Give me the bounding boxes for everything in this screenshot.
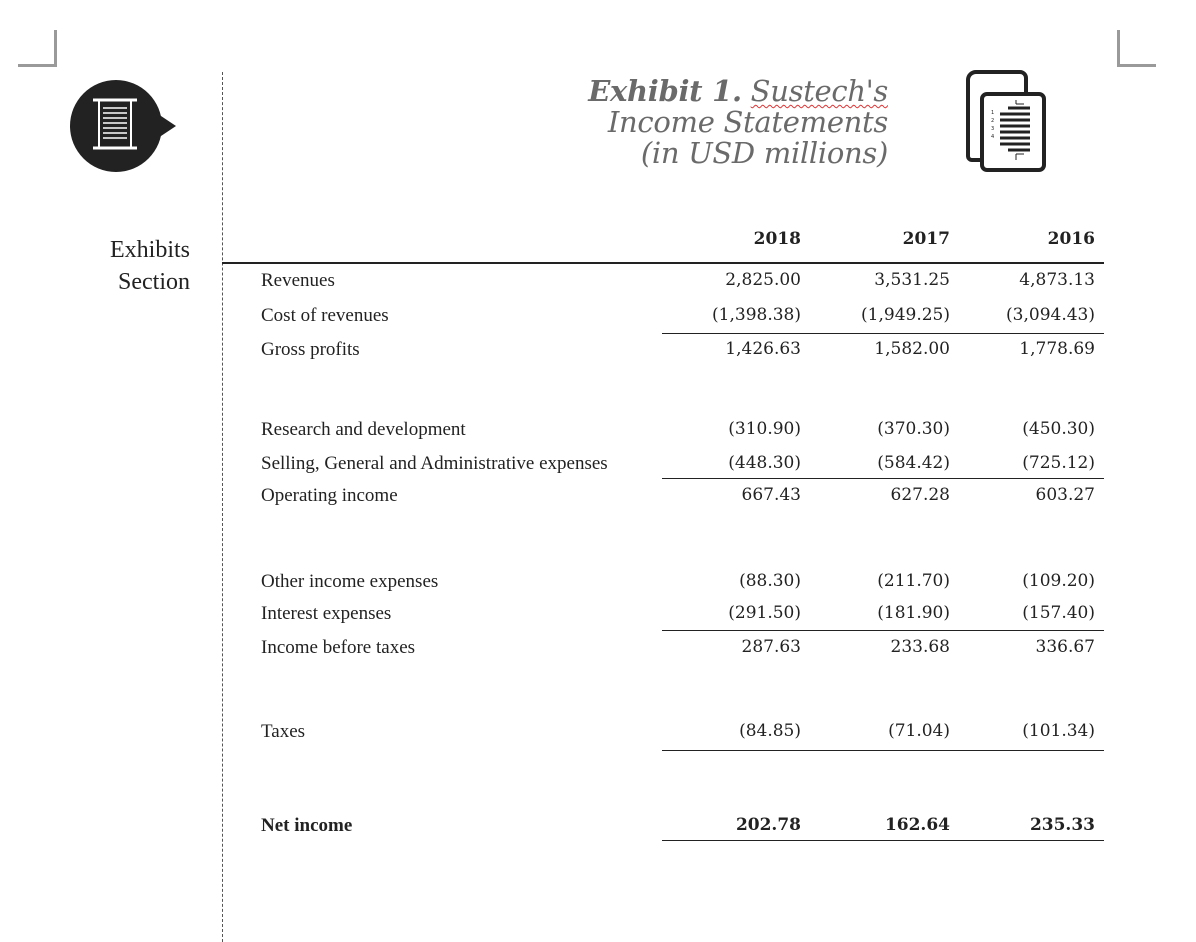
value-2016: 4,873.13 xyxy=(1019,270,1095,290)
value-2018: 202.78 xyxy=(735,815,801,835)
value-2018: (1,398.38) xyxy=(712,305,801,325)
value-2017: (71.04) xyxy=(888,721,950,741)
value-2017: 233.68 xyxy=(890,637,950,657)
value-2018: (291.50) xyxy=(728,603,801,623)
row-cost-of-revenues xyxy=(222,305,1104,329)
value-2016: (109.20) xyxy=(1022,571,1095,591)
value-2017: 162.64 xyxy=(884,815,950,835)
crop-mark-top-right xyxy=(1117,30,1156,67)
row-label: Revenues xyxy=(261,270,335,291)
value-2016: (3,094.43) xyxy=(1006,305,1095,325)
row-taxes xyxy=(222,721,1104,745)
value-2017: (211.70) xyxy=(877,571,950,591)
value-2018: 287.63 xyxy=(741,637,801,657)
total-rule xyxy=(662,840,1104,841)
exhibit-title-company[interactable]: Sustech's xyxy=(750,74,888,108)
value-2016: 1,778.69 xyxy=(1019,339,1095,359)
svg-text:1: 1 xyxy=(991,110,995,116)
subtotal-rule xyxy=(662,333,1104,334)
row-research-and-development xyxy=(222,419,1104,443)
row-label: Research and development xyxy=(261,419,466,440)
column-header-2017: 2017 xyxy=(902,229,950,249)
value-2018: (310.90) xyxy=(728,419,801,439)
value-2017: 627.28 xyxy=(890,485,950,505)
value-2018: (84.85) xyxy=(739,721,801,741)
header-rule xyxy=(222,262,1104,264)
row-other-income-expenses xyxy=(222,571,1104,595)
scroll-document-icon xyxy=(70,80,162,172)
svg-text:2: 2 xyxy=(991,118,995,124)
row-label: Income before taxes xyxy=(261,637,416,658)
subtotal-rule xyxy=(662,630,1104,631)
row-gross-profits xyxy=(222,339,1104,363)
row-label: Other income expenses xyxy=(261,571,439,592)
value-2016: (725.12) xyxy=(1022,453,1095,473)
value-2016: (157.40) xyxy=(1022,603,1095,623)
value-2017: (1,949.25) xyxy=(861,305,950,325)
row-label: Gross profits xyxy=(261,339,360,360)
row-label: Net income xyxy=(261,815,353,836)
exhibit-title-prefix: Exhibit 1. xyxy=(588,74,742,108)
income-statement-table xyxy=(222,0,1112,942)
value-2016: (450.30) xyxy=(1022,419,1095,439)
row-label: Operating income xyxy=(261,485,398,506)
crop-mark-top-left xyxy=(18,30,57,67)
exhibit-title-line2: Income Statements xyxy=(607,105,888,139)
value-2016: 336.67 xyxy=(1035,637,1095,657)
value-2017: 1,582.00 xyxy=(874,339,950,359)
row-revenues xyxy=(222,270,1104,294)
column-header-2018: 2018 xyxy=(753,229,801,249)
value-2018: 667.43 xyxy=(741,485,801,505)
value-2018: (88.30) xyxy=(739,571,801,591)
value-2017: (370.30) xyxy=(877,419,950,439)
section-label-line2: Section xyxy=(118,269,190,295)
column-header-2016: 2016 xyxy=(1047,229,1095,249)
value-2016: 603.27 xyxy=(1035,485,1095,505)
svg-text:4: 4 xyxy=(991,134,995,140)
svg-text:3: 3 xyxy=(991,126,995,132)
row-label: Selling, General and Administrative expenses xyxy=(261,453,608,474)
value-2017: (584.42) xyxy=(877,453,950,473)
value-2018: 2,825.00 xyxy=(725,270,801,290)
value-2017: 3,531.25 xyxy=(874,270,950,290)
value-2016: (101.34) xyxy=(1022,721,1095,741)
value-2016: 235.33 xyxy=(1029,815,1095,835)
row-net-income xyxy=(222,815,1104,839)
section-label-line1: Exhibits xyxy=(109,237,190,263)
row-label: Interest expenses xyxy=(261,603,392,624)
row-label: Cost of revenues xyxy=(261,305,389,326)
value-2018: 1,426.63 xyxy=(725,339,801,359)
row-label: Taxes xyxy=(261,721,306,742)
value-2017: (181.90) xyxy=(877,603,950,623)
section-label xyxy=(60,234,190,298)
subtotal-rule xyxy=(662,750,1104,751)
row-sga-expenses xyxy=(222,453,1104,477)
row-income-before-taxes xyxy=(222,637,1104,661)
subtotal-rule xyxy=(662,478,1104,479)
row-interest-expenses xyxy=(222,603,1104,627)
value-2018: (448.30) xyxy=(728,453,801,473)
row-operating-income xyxy=(222,485,1104,509)
exhibit-title-line3: (in USD millions) xyxy=(640,136,888,170)
